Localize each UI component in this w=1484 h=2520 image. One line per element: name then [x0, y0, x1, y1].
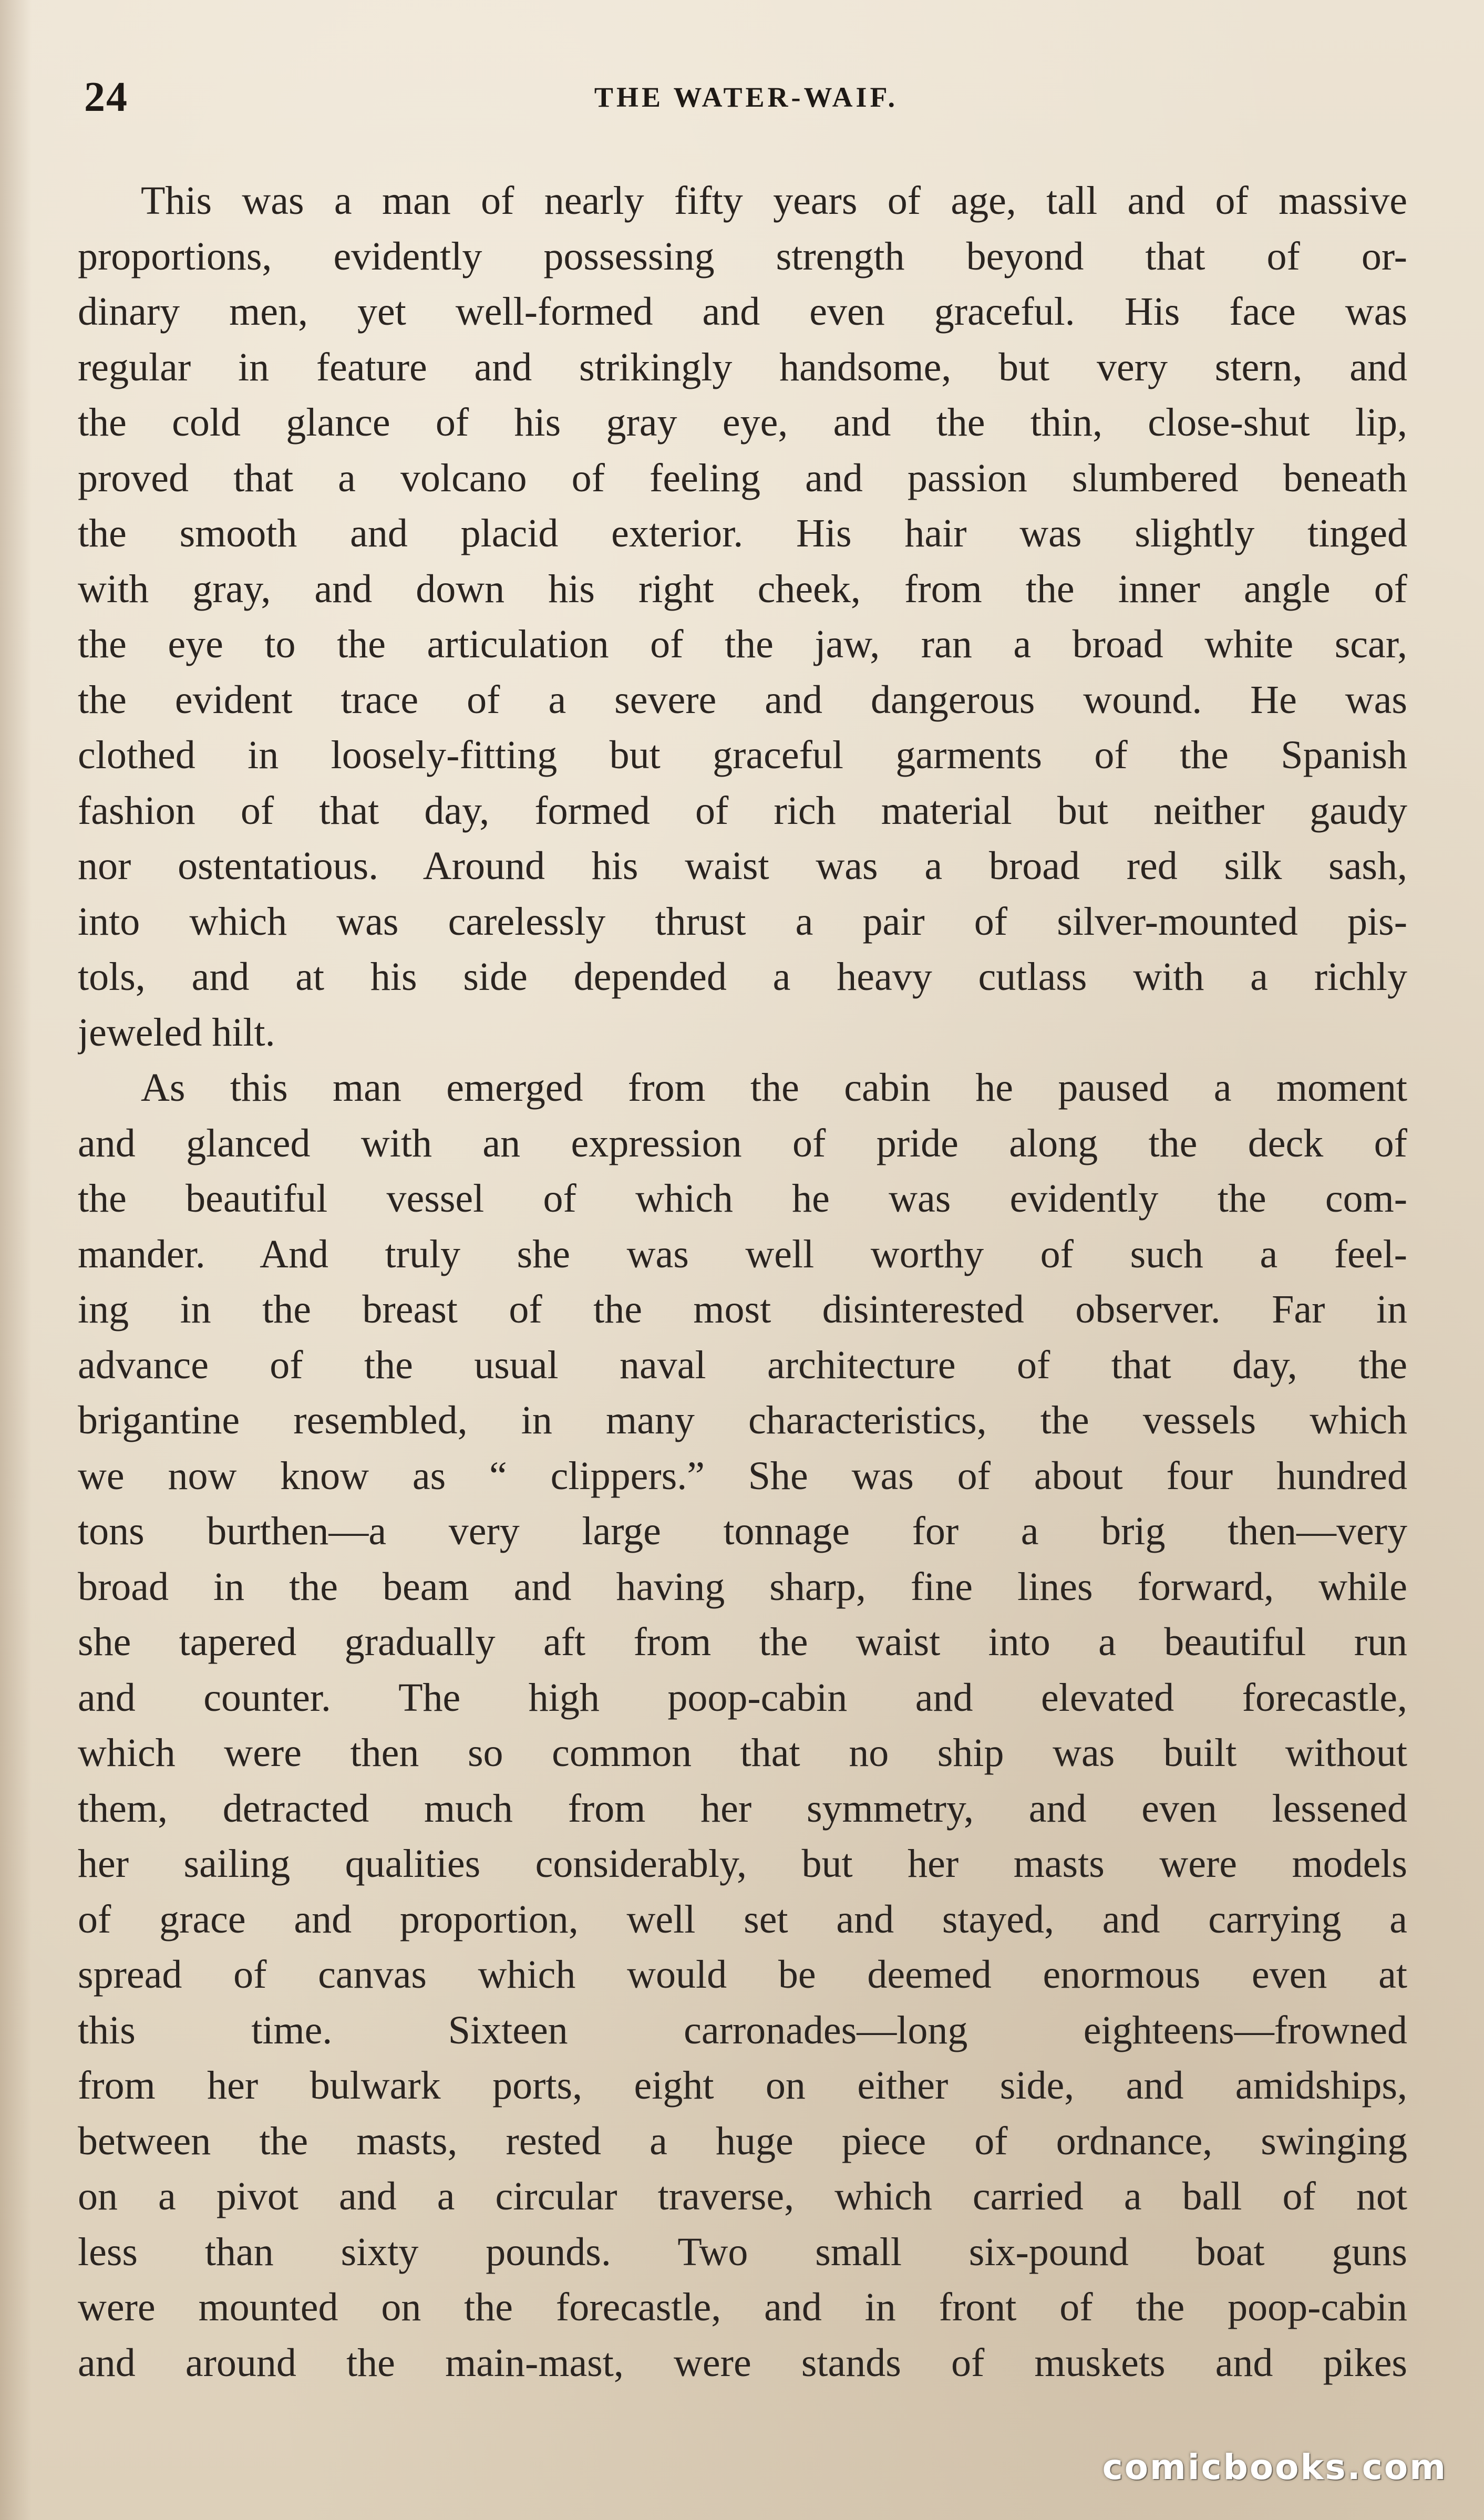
watermark: comicbooks.com	[1102, 2447, 1447, 2487]
text-line: This was a man of nearly fifty years of age, tall and of massive	[141, 179, 1407, 223]
text-line: she tapered gradually aft from the waist into a beautiful run	[78, 1620, 1407, 1664]
text-line: tons burthen—a very large tonnage for a brig then—very	[78, 1509, 1407, 1553]
text-line: regular in feature and strikingly handsome, but very stern, and	[78, 345, 1407, 389]
text-line: this time. Sixteen carronades—long eighteens—frowned	[78, 2008, 1407, 2052]
text-line: proved that a volcano of feeling and passion slumbered beneath	[78, 456, 1407, 500]
page-header	[84, 74, 1408, 131]
text-line: fashion of that day, formed of rich material but neither gaudy	[78, 788, 1407, 833]
text-line: dinary men, yet well-formed and even graceful. His face was	[78, 290, 1407, 334]
text-line: which were then so common that no ship was built without	[78, 1731, 1407, 1775]
text-line: the smooth and placid exterior. His hair was slightly tinged	[78, 511, 1407, 555]
text-line: into which was carelessly thrust a pair of silver-mounted pis-	[78, 899, 1407, 944]
text-line: the beautiful vessel of which he was evidently the com-	[78, 1176, 1407, 1221]
text-line: her sailing qualities considerably, but her masts were models	[78, 1842, 1407, 1886]
text-line: ing in the breast of the most disinterested observer. Far in	[78, 1287, 1407, 1331]
text-line: and counter. The high poop-cabin and elevated forecastle,	[78, 1675, 1407, 1720]
text-line: the eye to the articulation of the jaw, ran a broad white scar,	[78, 622, 1407, 666]
page-edge-shadow	[0, 0, 32, 2520]
text-line: less than sixty pounds. Two small six-pound boat guns	[78, 2229, 1407, 2274]
text-line: were mounted on the forecastle, and in front of the poop-cabin	[78, 2285, 1407, 2329]
text-line: them, detracted much from her symmetry, and even lessened	[78, 1786, 1407, 1831]
text-line: proportions, evidently possessing strength beyond that of or-	[78, 234, 1407, 278]
text-line: between the masts, rested a huge piece of ordnance, swinging	[78, 2119, 1407, 2163]
text-line: of grace and proportion, well set and stayed, and carrying a	[78, 1897, 1407, 1941]
text-line: from her bulwark ports, eight on either side, and amidships,	[78, 2063, 1407, 2108]
text-line: tols, and at his side depended a heavy cutlass with a richly	[78, 955, 1407, 999]
text-line: jeweled hilt.	[78, 1010, 275, 1055]
text-line: nor ostentatious. Around his waist was a broad red silk sash,	[78, 844, 1407, 888]
text-line: broad in the beam and having sharp, fine lines forward, while	[78, 1564, 1407, 1609]
text-line: advance of the usual naval architecture of that day, the	[78, 1342, 1407, 1387]
text-line: mander. And truly she was well worthy of such a feel-	[78, 1232, 1407, 1276]
text-line: on a pivot and a circular traverse, which carried a ball of not	[78, 2174, 1407, 2218]
text-line: brigantine resembled, in many characteristics, the vessels which	[78, 1398, 1407, 1442]
text-line: the cold glance of his gray eye, and the thin, close-shut lip,	[78, 400, 1407, 445]
running-title: THE WATER-WAIF.	[594, 81, 899, 113]
text-line: As this man emerged from the cabin he paused a moment	[141, 1066, 1407, 1110]
body-text	[78, 173, 1407, 2391]
text-line: spread of canvas which would be deemed enormous even at	[78, 1953, 1407, 1997]
text-line: we now know as “ clippers.” She was of about four hundred	[78, 1453, 1407, 1498]
text-line: the evident trace of a severe and dangerous wound. He was	[78, 677, 1407, 722]
page-number: 24	[84, 74, 128, 120]
text-line: clothed in loosely-fitting but graceful garments of the Spanish	[78, 733, 1407, 777]
text-line: with gray, and down his right cheek, from the inner angle of	[78, 566, 1407, 611]
text-line: and glanced with an expression of pride along the deck of	[78, 1121, 1407, 1165]
text-line: and around the main-mast, were stands of muskets and pikes	[78, 2340, 1407, 2385]
paragraph	[78, 1060, 1407, 2391]
paragraph	[78, 173, 1407, 1060]
